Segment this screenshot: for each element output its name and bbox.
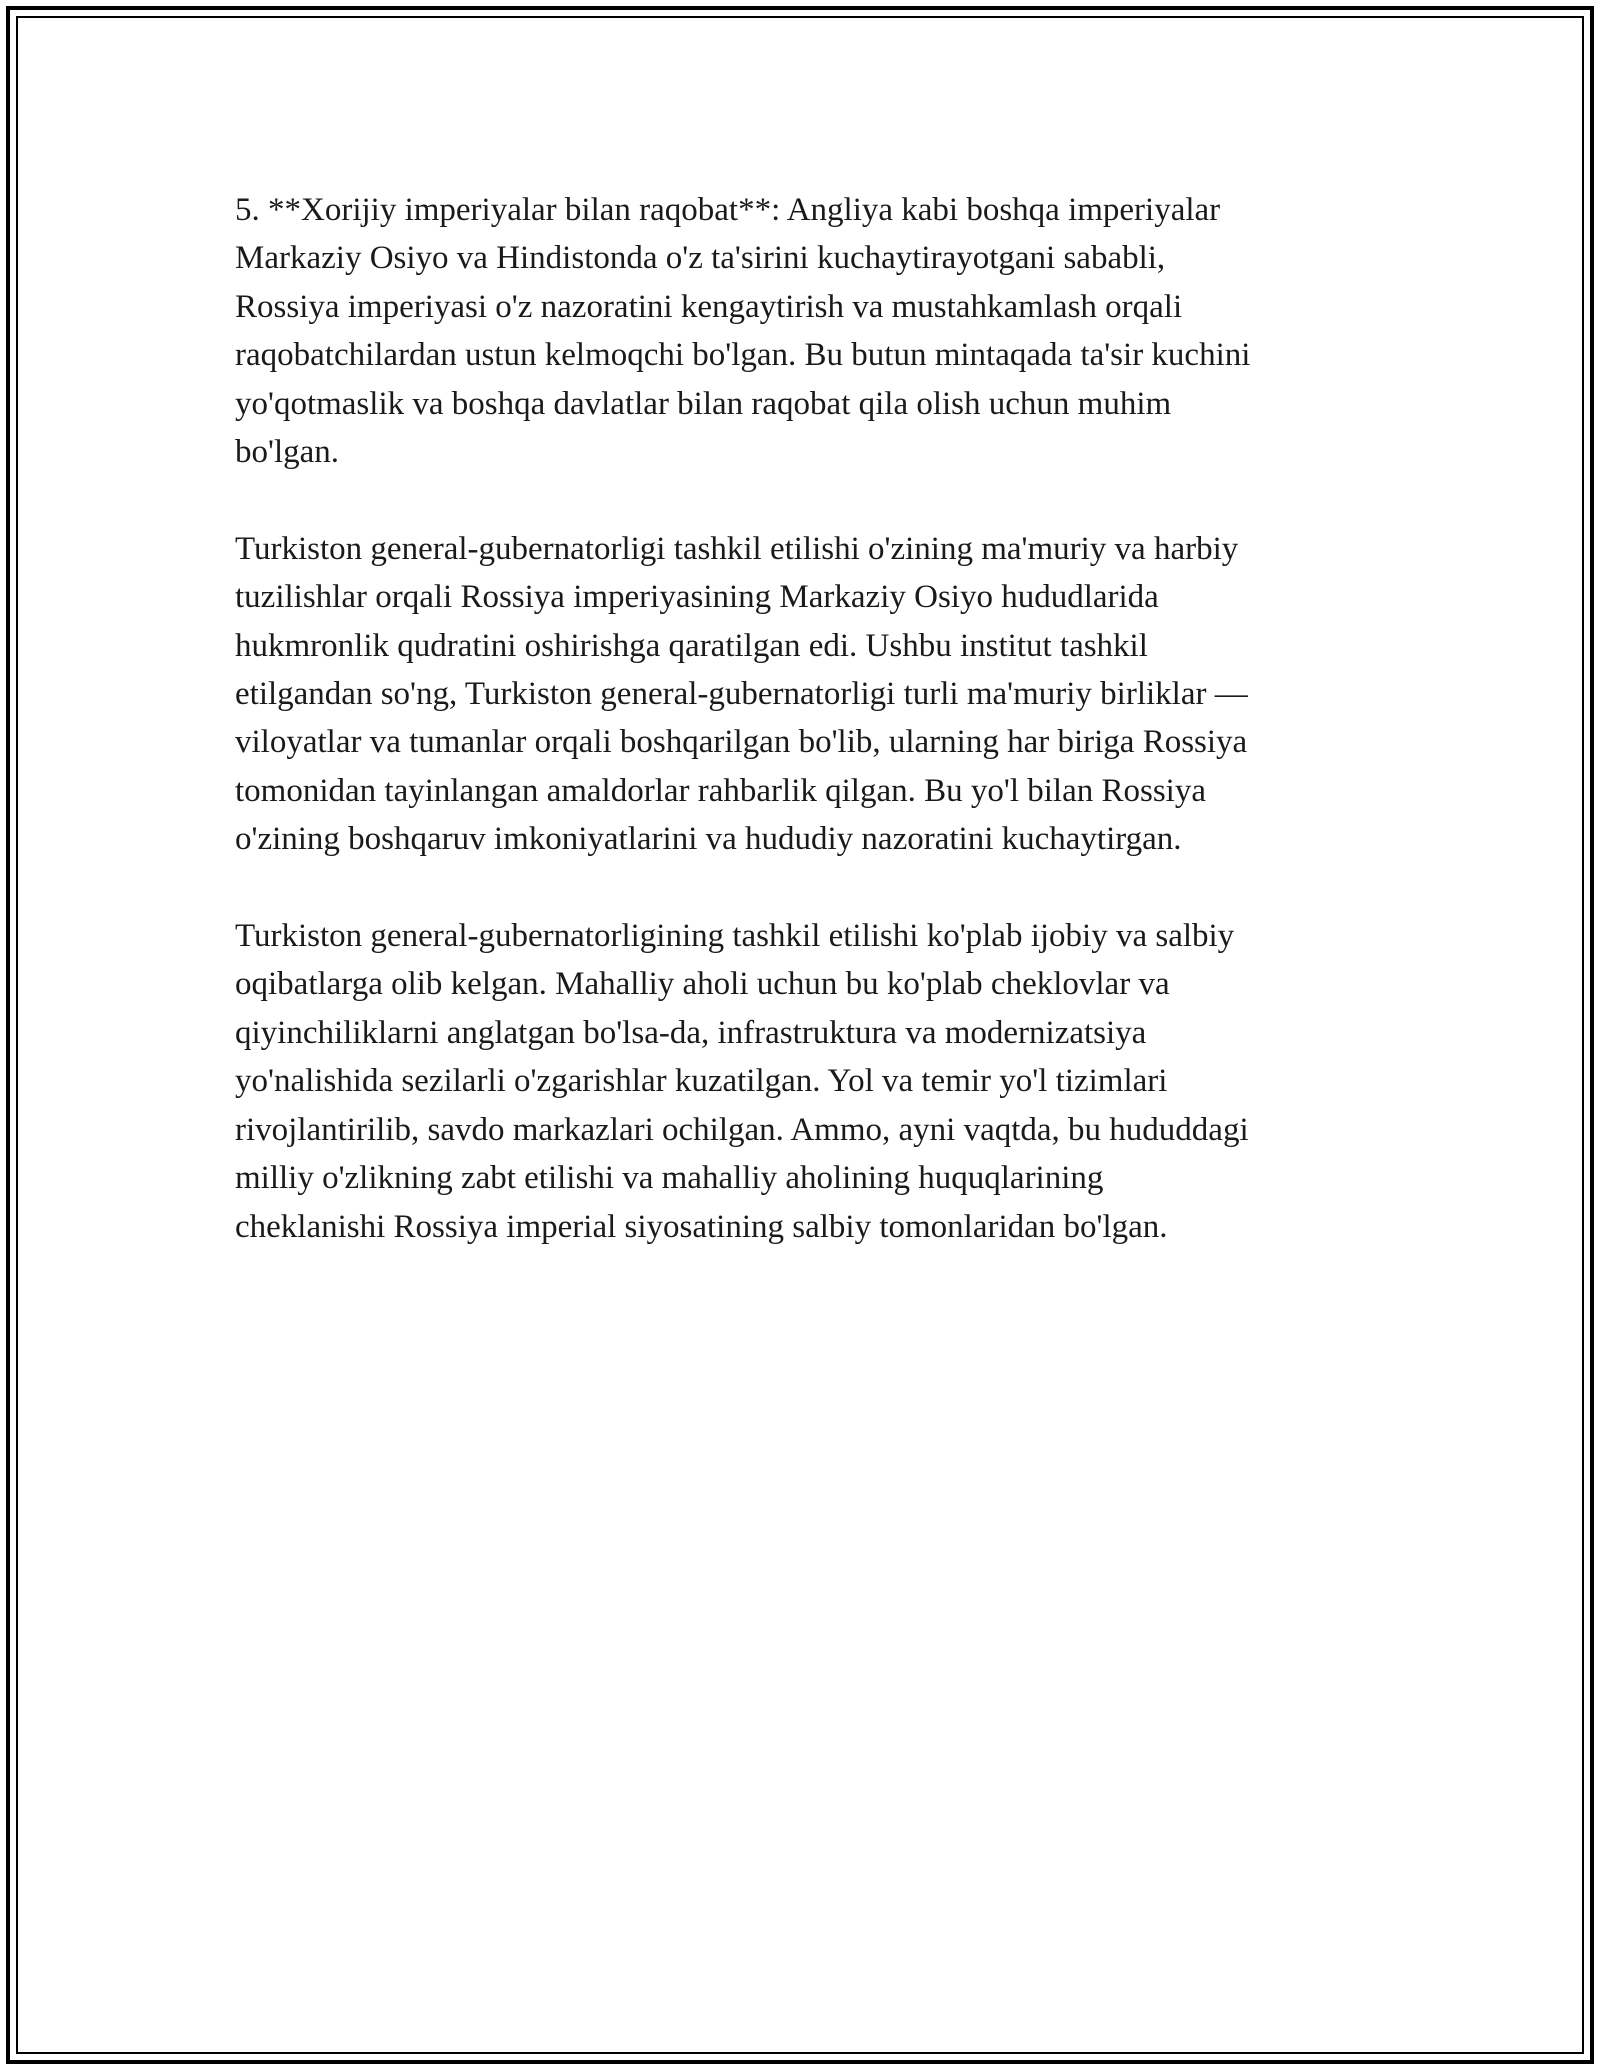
paragraph-foreign-rivalry xyxy=(235,186,1375,476)
text-line: o'zining boshqaruv imkoniyatlarini va hududiy nazoratini kuchaytirgan. xyxy=(235,821,1182,858)
text-line: bo'lgan. xyxy=(235,434,340,471)
text-line: Rossiya imperiyasi o'z nazoratini kengaytirish va mustahkamlash orqali xyxy=(235,288,1183,325)
paragraph-consequences xyxy=(235,912,1375,1251)
text-line: tuzilishlar orqali Rossiya imperiyasining Markaziy Osiyo hududlarida xyxy=(235,579,1159,616)
text-line: 5. **Xorijiy imperiyalar bilan raqobat**: Angliya kabi boshqa imperiyalar xyxy=(235,192,1221,228)
text-line: raqobatchilardan ustun kelmoqchi bo'lgan. Bu butun mintaqada ta'sir kuchini xyxy=(235,337,1251,374)
text-line: yo'qotmaslik va boshqa davlatlar bilan raqobat qila olish uchun muhim xyxy=(235,385,1172,422)
text-line: yo'nalishida sezilarli o'zgarishlar kuzatilgan. Yol va temir yo'l tizimlari xyxy=(235,1063,1168,1100)
text-line: etilgandan so'ng, Turkiston general-gubernatorligi turli ma'muriy birliklar — xyxy=(235,676,1248,713)
text-line: milliy o'zlikning zabt etilishi va mahalliy aholining huquqlarining xyxy=(235,1160,1104,1197)
text-line: rivojlantirilib, savdo markazlari ochilgan. Ammo, ayni vaqtda, bu hududdagi xyxy=(235,1111,1249,1148)
text-line: hukmronlik qudratini oshirishga qaratilgan edi. Ushbu institut tashkil xyxy=(235,627,1148,664)
document-body xyxy=(235,186,1375,1251)
text-line: Turkiston general-gubernatorligi tashkil etilishi o'zining ma'muriy va harbiy xyxy=(235,530,1239,567)
text-line: oqibatlarga olib kelgan. Mahalliy aholi uchun bu ko'plab cheklovlar va xyxy=(235,966,1170,1003)
text-line: cheklanishi Rossiya imperial siyosatining salbiy tomonlaridan bo'lgan. xyxy=(235,1208,1168,1245)
paragraph-administration xyxy=(235,525,1375,864)
text-line: Turkiston general-gubernatorligining tashkil etilishi ko'plab ijobiy va salbiy xyxy=(235,918,1235,955)
text-line: qiyinchiliklarni anglatgan bo'lsa-da, infrastruktura va modernizatsiya xyxy=(235,1014,1147,1051)
text-line: tomonidan tayinlangan amaldorlar rahbarlik qilgan. Bu yo'l bilan Rossiya xyxy=(235,772,1206,809)
text-line: Markaziy Osiyo va Hindistonda o'z ta'sirini kuchaytirayotgani sababli, xyxy=(235,240,1166,277)
text-line: viloyatlar va tumanlar orqali boshqarilgan bo'lib, ularning har biriga Rossiya xyxy=(235,724,1248,761)
